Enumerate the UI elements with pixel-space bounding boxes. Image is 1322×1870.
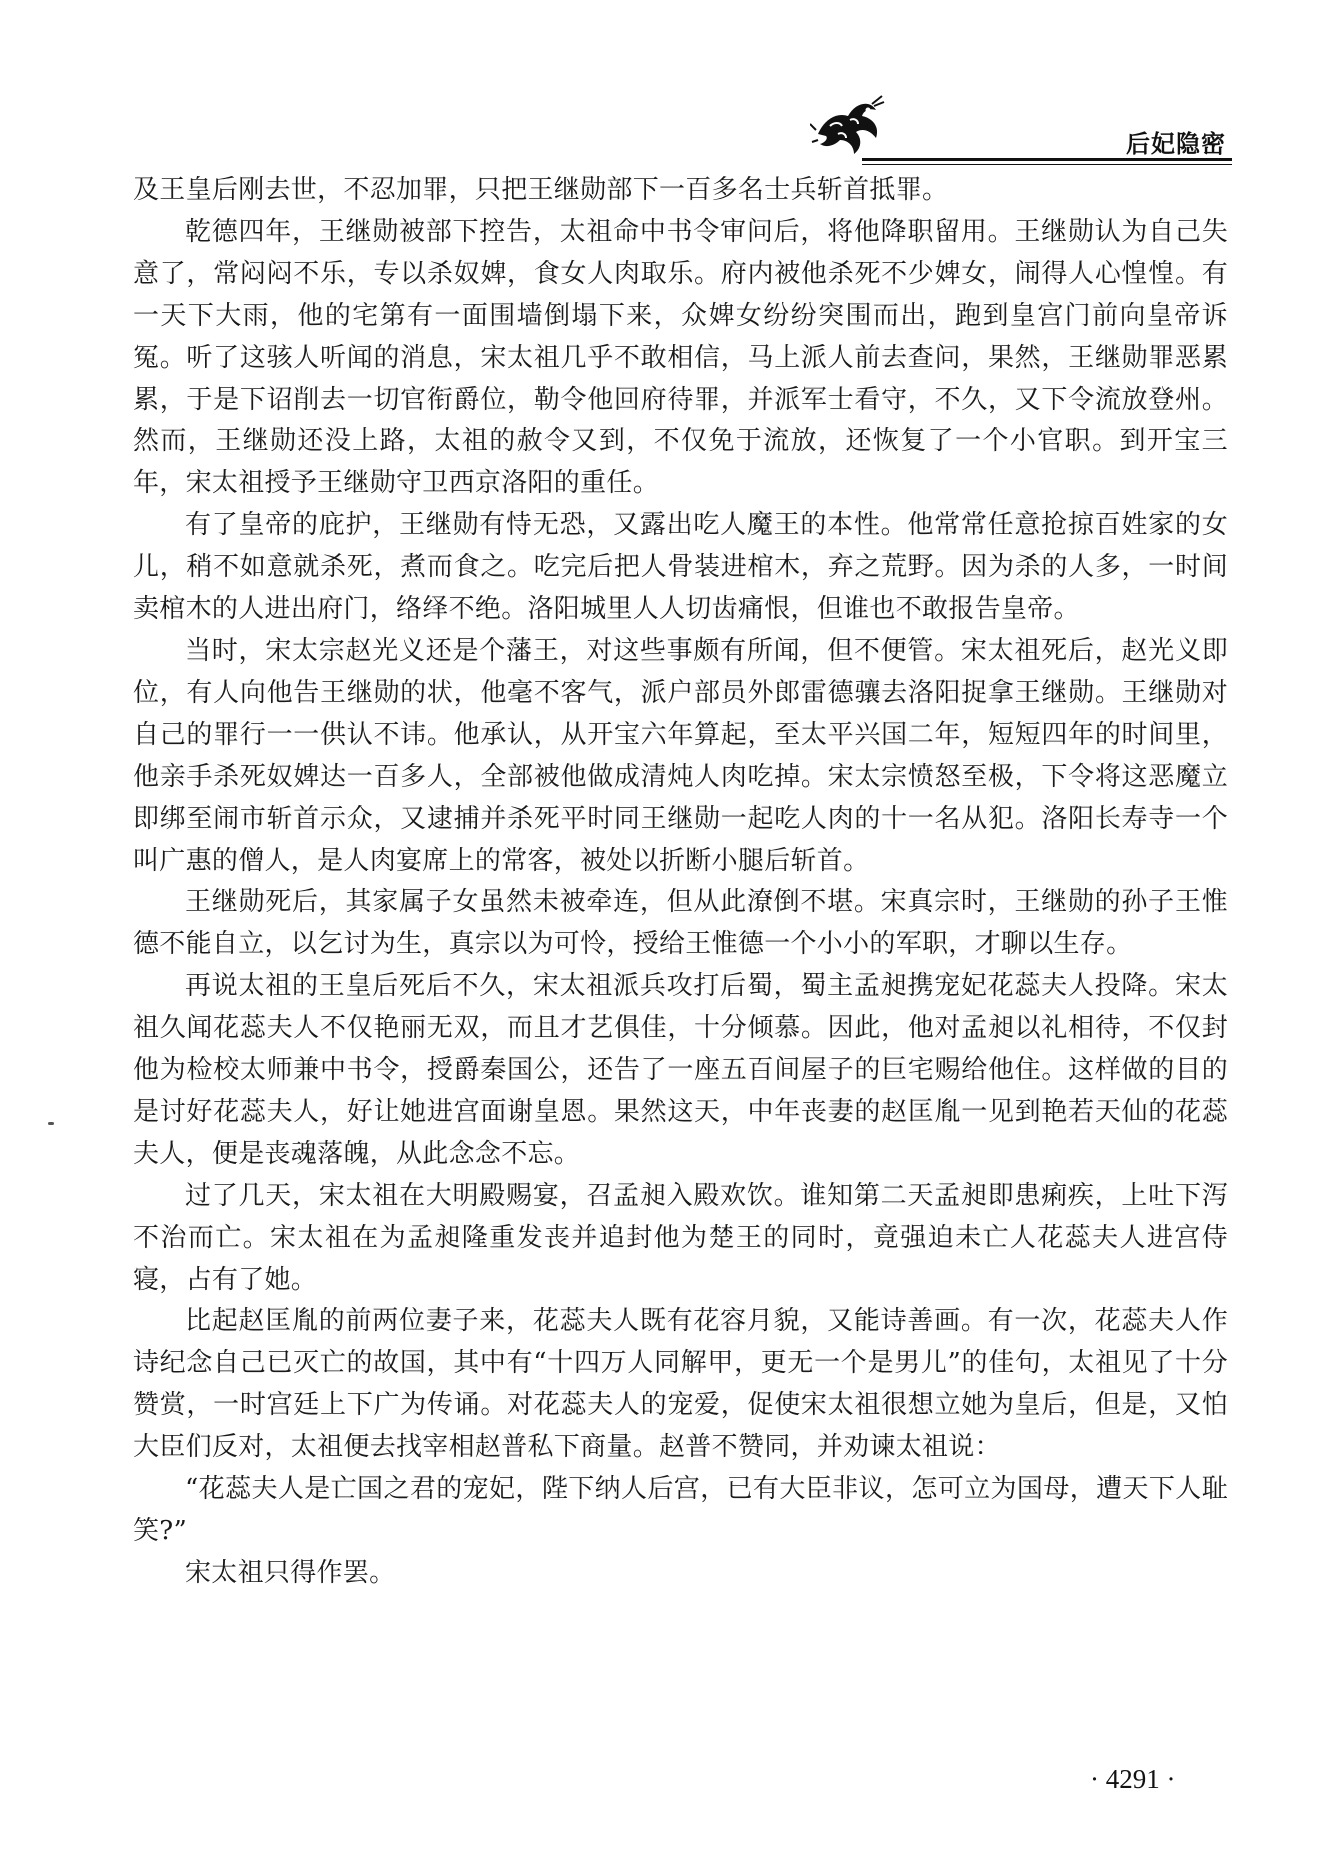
paragraph: 有了皇帝的庇护，王继勋有恃无恐，又露出吃人魔王的本性。他常常任意抢掠百姓家的女儿，稍不如意就杀死，煮而食之。吃完后把人骨装进棺木，弃之荒野。因为杀的人多，一时间卖棺木的人进出府门，络绎不绝。洛阳城里人人切齿痛恨，但谁也不敢报告皇帝。 (133, 510, 1228, 625)
paragraph: 比起赵匡胤的前两位妻子来，花蕊夫人既有花容月貌，又能诗善画。有一次，花蕊夫人作诗纪念自己已灭亡的故国，其中有“十四万人同解甲，更无一个是男儿”的佳句，太祖见了十分赞赏，一时宫廷上下广为传诵。对花蕊夫人的宠爱，促使宋太祖很想立她为皇后，但是，又怕大臣们反对，太祖便去找宰相赵普私下商量。赵普不赞同，并劝谏太祖说： (133, 1306, 1228, 1463)
paragraph: 再说太祖的王皇后死后不久，宋太祖派兵攻打后蜀，蜀主孟昶携宠妃花蕊夫人投降。宋太祖久闻花蕊夫人不仅艳丽无双，而且才艺俱佳，十分倾慕。因此，他对孟昶以礼相待，不仅封他为检校太师兼中书令，授爵秦国公，还告了一座五百间屋子的巨宅赐给他住。这样做的目的是讨好花蕊夫人，好让她进宫面谢皇恩。果然这天，中年丧妻的赵匡胤一见到艳若天仙的花蕊夫人，便是丧魂落魄，从此念念不忘。 (133, 971, 1228, 1169)
paragraph: 乾德四年，王继勋被部下控告，太祖命中书令审问后，将他降职留用。王继勋认为自己失意了，常闷闷不乐，专以杀奴婢，食女人肉取乐。府内被他杀死不少婢女，闹得人心惶惶。有一天下大雨，他的宅第有一面围墙倒塌下来，众婢女纷纷突围而出，跑到皇宫门前向皇帝诉冤。听了这骇人听闻的消息，宋太祖几乎不敢相信，马上派人前去查问，果然，王继勋罪恶累累，于是下诏削去一切官衔爵位，勒令他回府待罪，并派军士看守，不久，又下令流放登州。然而，王继勋还没上路，太祖的赦令又到，不仅免于流放，还恢复了一个小官职。到开宝三年，宋太祖授予王继勋守卫西京洛阳的重任。 (133, 216, 1228, 499)
running-header (800, 88, 1232, 168)
paragraph: 及王皇后刚去世，不忍加罪，只把王继勋部下一百多名士兵斩首抵罪。 (133, 175, 949, 205)
running-head-title: 后妃隐密 (1126, 130, 1226, 158)
header-rule-thin (862, 164, 1232, 165)
scan-speck (48, 1122, 54, 1125)
paragraph: 过了几天，宋太祖在大明殿赐宴，召孟昶入殿欢饮。谁知第二天孟昶即患痢疾，上吐下泻不治而亡。宋太祖在为孟昶隆重发丧并追封他为楚王的同时，竟强迫未亡人花蕊夫人进宫侍寝，占有了她。 (133, 1180, 1228, 1295)
quote-paragraph: “花蕊夫人是亡国之君的宠妃，陛下纳人后宫，已有大臣非议，怎可立为国母，遭天下人耻笑?” (133, 1474, 1228, 1546)
paragraph: 宋太祖只得作罢。 (185, 1557, 396, 1588)
dragon-emblem-icon (810, 90, 886, 162)
paragraph: 王继勋死后，其家属子女虽然未被牵连，但从此潦倒不堪。宋真宗时，王继勋的孙子王惟德不能自立，以乞讨为生，真宗以为可怜，授给王惟德一个小小的军职，才聊以生存。 (133, 887, 1228, 960)
paragraph: 当时，宋太宗赵光义还是个藩王，对这些事颇有所闻，但不便管。宋太祖死后，赵光义即位，有人向他告王继勋的状，他毫不客气，派户部员外郎雷德骧去洛阳捉拿王继勋。王继勋对自己的罪行一一供认不讳。他承认，从开宝六年算起，至太平兴国二年，短短四年的时间里，他亲手杀死奴婢达一百多人，全部被他做成清炖人肉吃掉。宋太宗愤怒至极，下令将这恶魔立即绑至闹市斩首示众，又逮捕并杀死平时同王继勋一起吃人肉的十一名从犯。洛阳长寿寺一个叫广惠的僧人，是人肉宴席上的常客，被处以折断小腿后斩首。 (133, 635, 1228, 876)
page-number: · 4291 · (1090, 1764, 1176, 1794)
body-text (133, 170, 1228, 1595)
